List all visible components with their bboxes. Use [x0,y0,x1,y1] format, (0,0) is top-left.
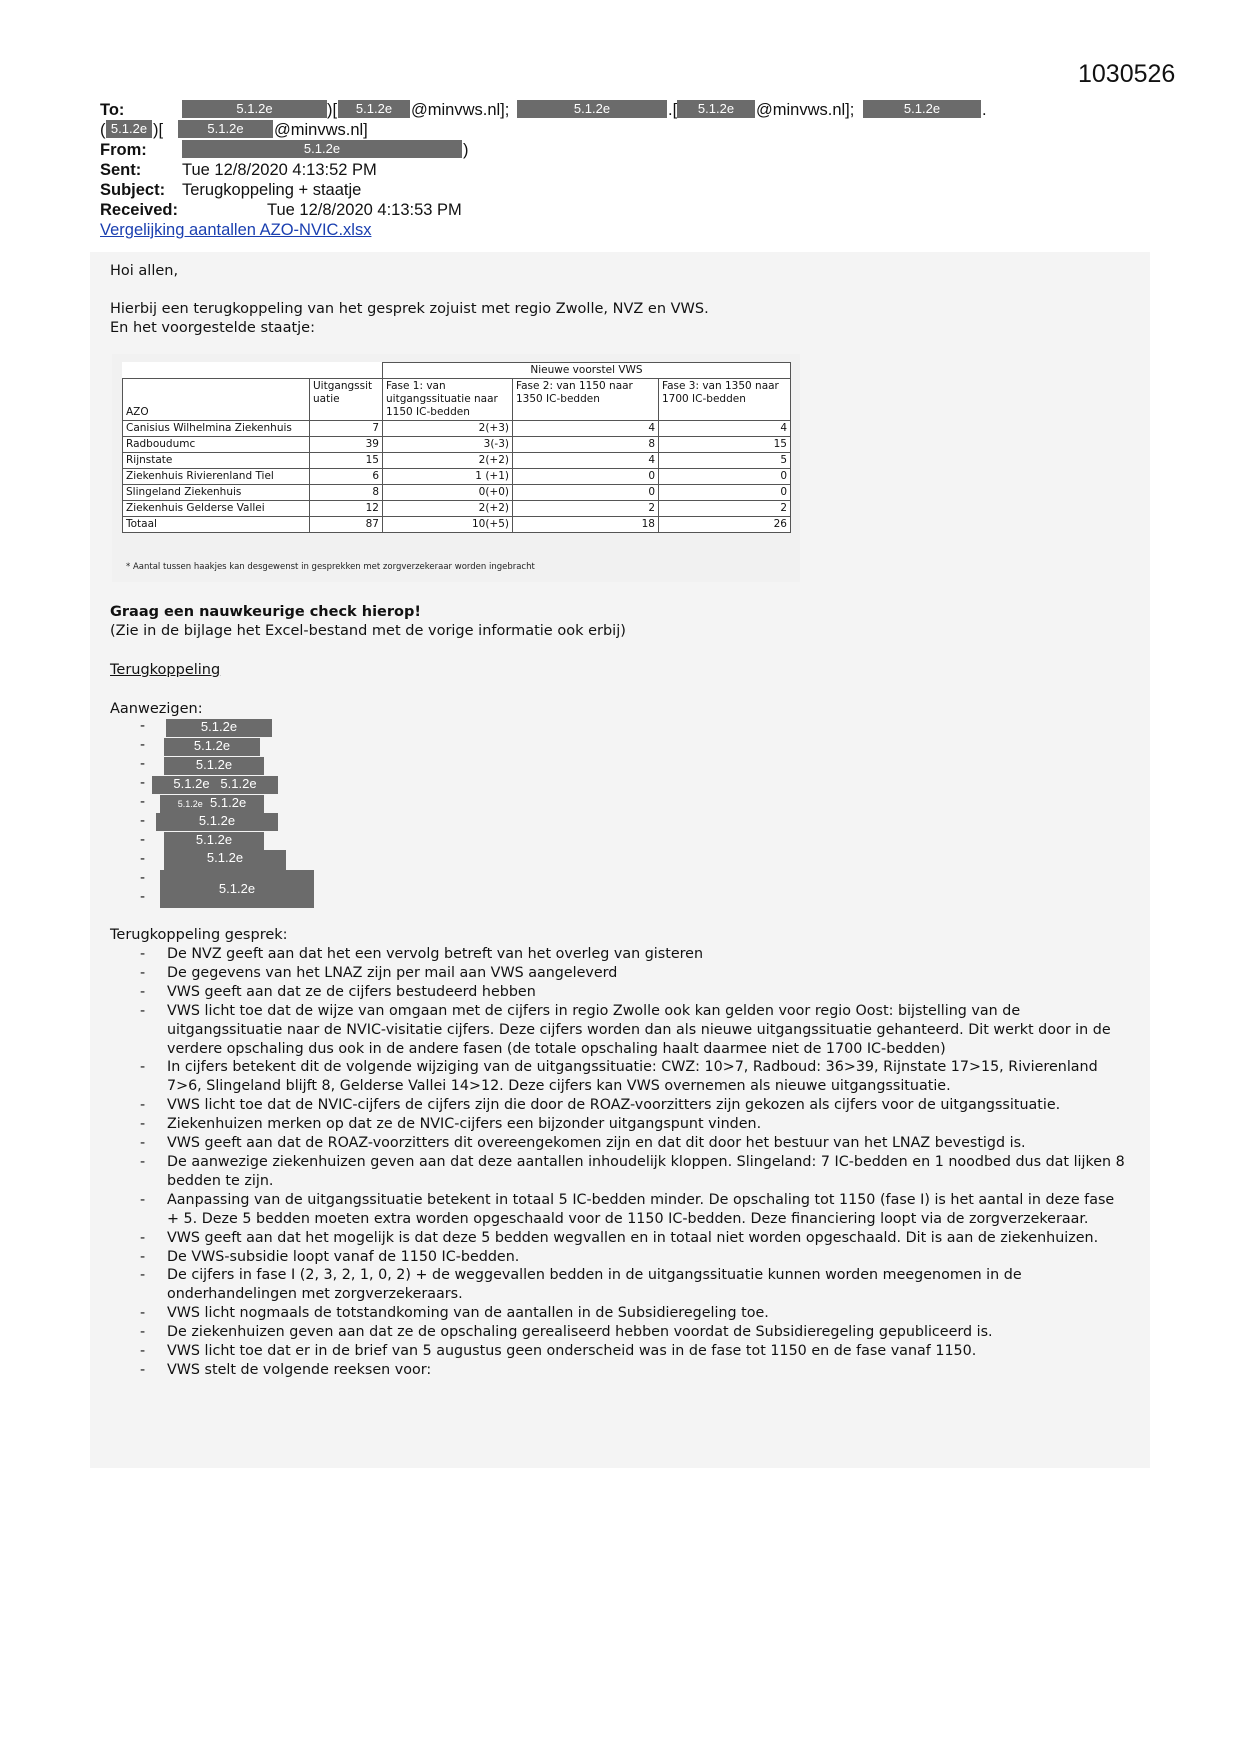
present-label: Aanwezigen: [110,701,203,717]
list-item [140,1266,1130,1304]
subject-row [100,180,1140,200]
list-item-text: - Ziekenhuizen merken op dat ze de NVIC-cijfers een bijzonder uitgangspunt vinden. [167,1116,762,1133]
base-value: 7 [310,421,383,437]
fase-2-value: 8 [513,437,659,453]
list-item-text: - In cijfers betekent dit de volgende wijziging van de uitgangssituatie: CWZ: 10>7, Radboud: 36>39, Rijnstate 17>15, Rivierenland 7>6, Slingeland blijft 8, Gelderse Vallei 14>12. Deze cijfers kan VWS overnemen als nieuwe uitgangssituatie. [167,1059,1098,1095]
table-footnote: * Aantal tussen haakjes kan desgewenst in gesprekken met zorgverzekeraar worden ingebracht [126,562,535,572]
list-item [140,1153,1130,1191]
list-item [140,1191,1130,1229]
fase-2-value: 4 [513,421,659,437]
hospital-name: Ziekenhuis Gelderse Vallei [123,501,310,517]
to-row-continued [100,120,1140,140]
fase-2-value: 0 [513,469,659,485]
fase-2-value: 0 [513,485,659,501]
base-total: 87 [310,517,383,533]
base-value: 8 [310,485,383,501]
separator: )[ [153,121,164,139]
list-item-text: - De ziekenhuizen geven aan dat ze de opschaling gerealiseerd hebben voordat de Subsidieregeling gepubliceerd is. [167,1324,993,1341]
fase-3-value: 4 [659,421,791,437]
group-header: Nieuwe voorstel VWS [383,363,791,379]
fase-3-value: 5 [659,453,791,469]
redaction-box: 5.1.2e [517,100,667,118]
list-item [140,945,1130,964]
hospital-name: Slingeland Ziekenhuis [123,485,310,501]
list-dash: - [140,889,146,905]
fase-1-value: 0(+0) [383,485,513,501]
list-dash: - [140,737,146,753]
base-value: 15 [310,453,383,469]
redaction-box: 5.1.2e [178,120,273,138]
list-dash: - [140,794,146,810]
hospital-name: Canisius Wilhelmina Ziekenhuis [123,421,310,437]
redaction-box [160,795,264,813]
list-item-text: - De VWS-subsidie loopt vanaf de 1150 IC-bedden. [167,1248,520,1265]
list-item [140,1002,1130,1059]
table-row [123,485,791,501]
fase-1-value: 2(+3) [383,421,513,437]
table-row [123,501,791,517]
redaction-box: 5.1.2e [106,120,152,138]
list-item-text: - VWS geeft aan dat het mogelijk is dat deze 5 bedden wegvallen en in totaal niet worden opgeschaald. Dit is aan de ziekenhuizen. [167,1229,1099,1246]
list-dash: - [140,756,146,772]
document-number: 1030526 [1078,60,1176,88]
list-item [140,1134,1130,1153]
table-row [123,437,791,453]
fase-1-value: 3(-3) [383,437,513,453]
redaction-box: 5.1.2e [160,870,314,908]
list-item-text: - De aanwezige ziekenhuizen geven aan dat deze aantallen inhoudelijk kloppen. Slingeland: 7 IC-bedden en 1 noodbed dus dat lijken 8 bedden te zijn. [167,1153,1125,1189]
talk-label: Terugkoppeling gesprek: [110,927,288,943]
redaction-box: 5.1.2e [182,100,327,118]
to-label: To: [100,101,125,119]
redaction-label: 5.1.2e [177,799,203,809]
separator: .[ [668,101,678,119]
redaction-box: 5.1.2e [863,100,981,118]
fase-2-total: 18 [513,517,659,533]
list-item [140,964,1130,983]
sent-value: Tue 12/8/2020 4:13:52 PM [182,161,377,179]
base-value: 12 [310,501,383,517]
greeting: Hoi allen, [110,263,179,279]
list-dash: - [140,775,146,791]
list-item-text: - VWS licht toe dat er in de brief van 5 augustus geen onderscheid was in de fase tot 1150 en de fase vanaf 1150. [167,1343,977,1360]
table-row [123,421,791,437]
hospital-name: Rijnstate [123,453,310,469]
redaction-box: 5.1.2e [164,832,264,850]
redaction-label: 5.1.2e [173,776,210,791]
fase-1-value: 2(+2) [383,501,513,517]
section-title: Terugkoppeling [110,662,221,678]
separator: ) [463,141,469,159]
fase-2-value: 4 [513,453,659,469]
fase-1-value: 2(+2) [383,453,513,469]
list-dash: - [140,851,146,867]
redaction-label: 5.1.2e [210,795,247,810]
table-group-header-row [123,363,791,379]
redaction-box: 5.1.2e [164,850,286,870]
separator: )[ [327,101,338,119]
received-row [100,200,1140,220]
hospital-name: Radboudumc [123,437,310,453]
list-item-text: - VWS stelt de volgende reeksen voor: [167,1361,432,1378]
from-label: From: [100,141,147,159]
list-dash: - [140,718,146,734]
separator: . [982,101,987,119]
fase-1-total: 10(+5) [383,517,513,533]
list-item-text: - VWS geeft aan dat ze de cijfers bestudeerd hebben [167,983,536,1000]
attachment-link[interactable]: Vergelijking aantallen AZO-NVIC.xlsx [100,221,372,239]
list-item [140,1229,1130,1248]
column-header-fase-1: Fase 1: van uitgangssituatie naar 1150 IC-bedden [383,379,513,421]
redaction-box: 5.1.2e [182,140,462,158]
redaction-box: 5.1.2e [164,738,260,756]
from-row [100,140,1140,160]
list-dash: - [140,813,146,829]
fase-3-value: 2 [659,501,791,517]
list-item [140,1361,1130,1380]
redaction-box: 5.1.2e [166,719,272,737]
list-dash: - [140,832,146,848]
list-item [140,1248,1130,1267]
list-item [140,1323,1130,1342]
fase-1-value: 1 (+1) [383,469,513,485]
redaction-label: 5.1.2e [220,776,257,791]
sent-label: Sent: [100,161,142,179]
column-header-base: Uitgangssit uatie [310,379,383,421]
redaction-box: 5.1.2e [164,757,264,775]
list-item [140,1304,1130,1323]
subject-value: Terugkoppeling + staatje [182,181,362,199]
total-label: Totaal [123,517,310,533]
list-item [140,1096,1130,1115]
email-domain: @minvws.nl]; [411,101,510,119]
list-item [140,983,1130,1002]
table-row [123,453,791,469]
check-note: (Zie in de bijlage het Excel-bestand met de vorige informatie ook erbij) [110,623,626,639]
check-request: Graag een nauwkeurige check hierop! [110,604,421,620]
base-value: 39 [310,437,383,453]
to-row [100,100,1140,120]
redaction-box [152,776,278,794]
list-item [140,1342,1130,1361]
column-header-fase-3: Fase 3: van 1350 naar 1700 IC-bedden [659,379,791,421]
column-header-fase-2: Fase 2: van 1150 naar 1350 IC-bedden [513,379,659,421]
table-row [123,469,791,485]
list-item-text: - De gegevens van het LNAZ zijn per mail aan VWS aangeleverd [167,964,618,981]
fase-3-value: 15 [659,437,791,453]
list-item-text: - VWS licht nogmaals de totstandkoming van de aantallen in de Subsidieregeling toe. [167,1305,769,1322]
list-item [140,1115,1130,1134]
subject-label: Subject: [100,181,166,199]
email-domain: @minvws.nl]; [756,101,855,119]
list-item-text: - Aanpassing van de uitgangssituatie betekent in totaal 5 IC-bedden minder. De opschaling tot 1150 (fase I) is het aantal in deze fase + 5. Deze 5 bedden moeten extra worden opgeschaald voor de 1150 IC-bedden. Deze financiering loopt via de zorgverzekeraar. [167,1191,1115,1227]
fase-3-total: 26 [659,517,791,533]
list-item-text: - VWS geeft aan dat de ROAZ-voorzitters dit overeengekomen zijn en dat dit door het bestuur van het LNAZ bevestigd is. [167,1135,1026,1152]
received-value: Tue 12/8/2020 4:13:53 PM [267,201,462,219]
list-dash: - [140,870,146,886]
fase-3-value: 0 [659,469,791,485]
table-total-row [123,517,791,533]
feedback-list [140,945,1130,1380]
list-item-text: - De cijfers in fase I (2, 3, 2, 1, 0, 2) + de weggevallen bedden in de uitgangssituatie kunnen worden meegenomen in de onderhandelingen met zorgverzekeraars. [167,1267,1022,1303]
redaction-box: 5.1.2e [156,813,278,831]
hospital-name: Ziekenhuis Rivierenland Tiel [123,469,310,485]
intro-line-2: En het voorgestelde staatje: [110,320,315,336]
fase-3-value: 0 [659,485,791,501]
column-header-azo: AZO [123,379,310,421]
list-item-text: - De NVZ geeft aan dat het een vervolg betreft van het overleg van gisteren [167,946,704,962]
beds-table [122,362,791,533]
sent-row [100,160,1140,180]
base-value: 6 [310,469,383,485]
table-header-row [123,379,791,421]
separator: ( [100,121,106,139]
intro-line-1: Hierbij een terugkoppeling van het gesprek zojuist met regio Zwolle, NVZ en VWS. [110,301,709,317]
table-screenshot [112,354,800,582]
received-label: Received: [100,201,178,219]
email-header [100,100,1140,239]
redaction-box: 5.1.2e [338,100,410,118]
list-item [140,1058,1130,1096]
list-item-text: - VWS licht toe dat de wijze van omgaan met de cijfers in regio Zwolle ook kan gelden voor regio Oost: bijstelling van de uitgangssituatie naar de NVIC-visitatie cijfers. Deze cijfers worden dan als nieuwe uitgangssituatie gehanteerd. Dit werkt door in de verdere opschaling dus ook in de andere fasen (de totale opschaling haalt daarmee niet de 1700 IC-bedden) [167,1002,1111,1057]
redaction-box: 5.1.2e [677,100,755,118]
fase-2-value: 2 [513,501,659,517]
email-domain: @minvws.nl] [274,121,368,139]
list-item-text: - VWS licht toe dat de NVIC-cijfers de cijfers zijn die door de ROAZ-voorzitters zijn gekozen als cijfers voor de uitgangssituatie. [167,1097,1061,1114]
